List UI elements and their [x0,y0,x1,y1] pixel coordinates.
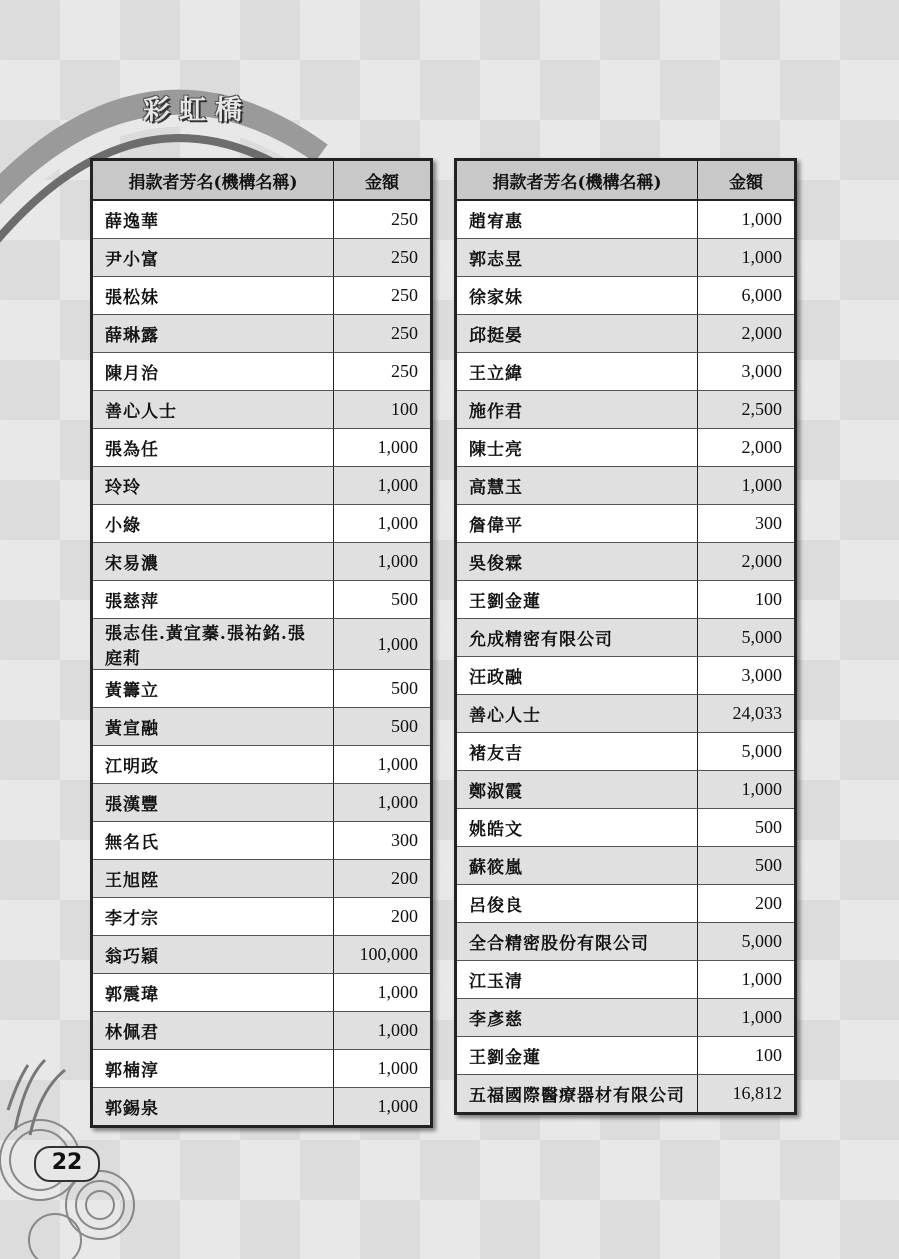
donation-amount: 1,000 [334,974,432,1012]
donation-amount: 500 [334,708,432,746]
table-header-row [456,160,796,201]
donation-amount: 250 [334,200,432,239]
donor-name: 張松妹 [92,277,334,315]
donation-amount: 100 [698,581,796,619]
donation-amount: 1,000 [698,961,796,999]
donor-name: 黃籌立 [92,670,334,708]
donation-amount: 2,000 [698,429,796,467]
donation-amount: 1,000 [334,467,432,505]
donor-table-right [454,158,797,1115]
table-header-row [92,160,432,201]
donor-name: 玲玲 [92,467,334,505]
table-row [456,1037,796,1075]
donor-name: 陳月治 [92,353,334,391]
donation-amount: 250 [334,315,432,353]
donor-name: 允成精密有限公司 [456,619,698,657]
table-row [456,581,796,619]
donation-amount: 6,000 [698,277,796,315]
donation-amount: 200 [334,860,432,898]
donation-amount: 5,000 [698,733,796,771]
table-row [456,353,796,391]
donor-name: 全合精密股份有限公司 [456,923,698,961]
table-row [456,847,796,885]
donor-name: 王旭陞 [92,860,334,898]
table-row [92,860,432,898]
donation-amount: 500 [698,847,796,885]
donation-amount: 1,000 [334,784,432,822]
table-row [456,1075,796,1114]
table-row [456,885,796,923]
donor-name: 徐家妹 [456,277,698,315]
donor-name: 詹偉平 [456,505,698,543]
donor-name: 姚皓文 [456,809,698,847]
column-header-name: 捐款者芳名(機構名稱) [456,160,698,201]
donation-amount: 1,000 [334,1012,432,1050]
donation-amount: 1,000 [698,467,796,505]
donation-amount: 1,000 [698,771,796,809]
table-row [92,277,432,315]
donor-name: 蘇筱嵐 [456,847,698,885]
donation-amount: 500 [334,670,432,708]
donation-amount: 5,000 [698,619,796,657]
donation-amount: 1,000 [334,1088,432,1127]
table-row [456,695,796,733]
donation-amount: 1,000 [334,746,432,784]
table-row [92,581,432,619]
donation-amount: 250 [334,353,432,391]
table-row [92,505,432,543]
donation-amount: 250 [334,277,432,315]
table-row [456,657,796,695]
table-row [92,543,432,581]
donor-name: 五福國際醫療器材有限公司 [456,1075,698,1114]
table-row [92,822,432,860]
donor-name: 高慧玉 [456,467,698,505]
donation-amount: 3,000 [698,353,796,391]
table-row [456,619,796,657]
donation-amount: 1,000 [334,1050,432,1088]
table-row [92,429,432,467]
donor-name: 王劉金蓮 [456,1037,698,1075]
donor-name: 李彥慈 [456,999,698,1037]
donor-name: 趙宥惠 [456,200,698,239]
donor-name: 王劉金蓮 [456,581,698,619]
donation-amount: 24,033 [698,695,796,733]
donor-table-left [90,158,433,1128]
donor-name: 李才宗 [92,898,334,936]
donor-name: 江玉清 [456,961,698,999]
table-row [92,619,432,670]
table-row [92,1050,432,1088]
table-row [92,239,432,277]
table-row [92,708,432,746]
donor-name: 郭震瑋 [92,974,334,1012]
donation-amount: 2,000 [698,315,796,353]
table-row [92,1088,432,1127]
donation-amount: 5,000 [698,923,796,961]
donation-amount: 1,000 [698,999,796,1037]
donor-name: 林佩君 [92,1012,334,1050]
page-number: 22 [34,1146,100,1182]
donor-name: 郭錫泉 [92,1088,334,1127]
table-row [92,670,432,708]
donation-amount: 100,000 [334,936,432,974]
donor-name: 翁巧穎 [92,936,334,974]
donor-name: 張志佳.黃宜蓁.張祐銘.張庭莉 [92,619,334,670]
donor-name: 善心人士 [92,391,334,429]
table-row [456,239,796,277]
table-row [92,315,432,353]
donation-amount: 1,000 [334,543,432,581]
table-row [92,746,432,784]
table-row [456,961,796,999]
donation-amount: 1,000 [334,429,432,467]
table-row [92,200,432,239]
donation-amount: 1,000 [698,200,796,239]
donor-name: 張漢豐 [92,784,334,822]
table-row [92,974,432,1012]
donation-amount: 300 [698,505,796,543]
donor-name: 鄭淑霞 [456,771,698,809]
table-row [456,543,796,581]
table-row [92,391,432,429]
donation-amount: 1,000 [334,505,432,543]
page-title: 彩虹橋 [143,95,251,126]
donor-name: 江明政 [92,746,334,784]
donor-name: 呂俊良 [456,885,698,923]
donor-name: 宋易濃 [92,543,334,581]
column-header-name: 捐款者芳名(機構名稱) [92,160,334,201]
donor-name: 汪政融 [456,657,698,695]
table-row [456,809,796,847]
table-row [92,1012,432,1050]
donor-name: 薛琳露 [92,315,334,353]
donor-name: 無名氏 [92,822,334,860]
donation-amount: 2,500 [698,391,796,429]
donor-name: 郭志昱 [456,239,698,277]
table-row [456,200,796,239]
donor-name: 善心人士 [456,695,698,733]
donation-amount: 100 [698,1037,796,1075]
donation-amount: 500 [698,809,796,847]
donor-name: 郭楠淳 [92,1050,334,1088]
donation-amount: 100 [334,391,432,429]
donor-name: 陳士亮 [456,429,698,467]
table-row [456,315,796,353]
donation-amount: 1,000 [334,619,432,670]
donation-amount: 250 [334,239,432,277]
donor-name: 王立緯 [456,353,698,391]
donor-name: 褚友吉 [456,733,698,771]
table-row [92,898,432,936]
donor-name: 邱挺晏 [456,315,698,353]
donation-amount: 300 [334,822,432,860]
table-row [456,771,796,809]
table-row [456,429,796,467]
table-row [456,923,796,961]
table-row [456,391,796,429]
table-row [92,467,432,505]
donor-name: 吳俊霖 [456,543,698,581]
donation-amount: 200 [334,898,432,936]
donor-name: 張為任 [92,429,334,467]
table-row [92,353,432,391]
donor-name: 張慈萍 [92,581,334,619]
column-header-amount: 金額 [698,160,796,201]
table-row [92,936,432,974]
donation-amount: 3,000 [698,657,796,695]
donor-name: 薛逸華 [92,200,334,239]
table-row [456,999,796,1037]
donor-name: 尹小富 [92,239,334,277]
table-row [456,505,796,543]
donor-name: 黃宣融 [92,708,334,746]
donation-amount: 500 [334,581,432,619]
donor-name: 施作君 [456,391,698,429]
donor-name: 小綠 [92,505,334,543]
donation-amount: 200 [698,885,796,923]
donation-amount: 2,000 [698,543,796,581]
table-row [456,277,796,315]
table-row [92,784,432,822]
donation-amount: 16,812 [698,1075,796,1114]
table-row [456,467,796,505]
table-row [456,733,796,771]
donation-amount: 1,000 [698,239,796,277]
column-header-amount: 金額 [334,160,432,201]
